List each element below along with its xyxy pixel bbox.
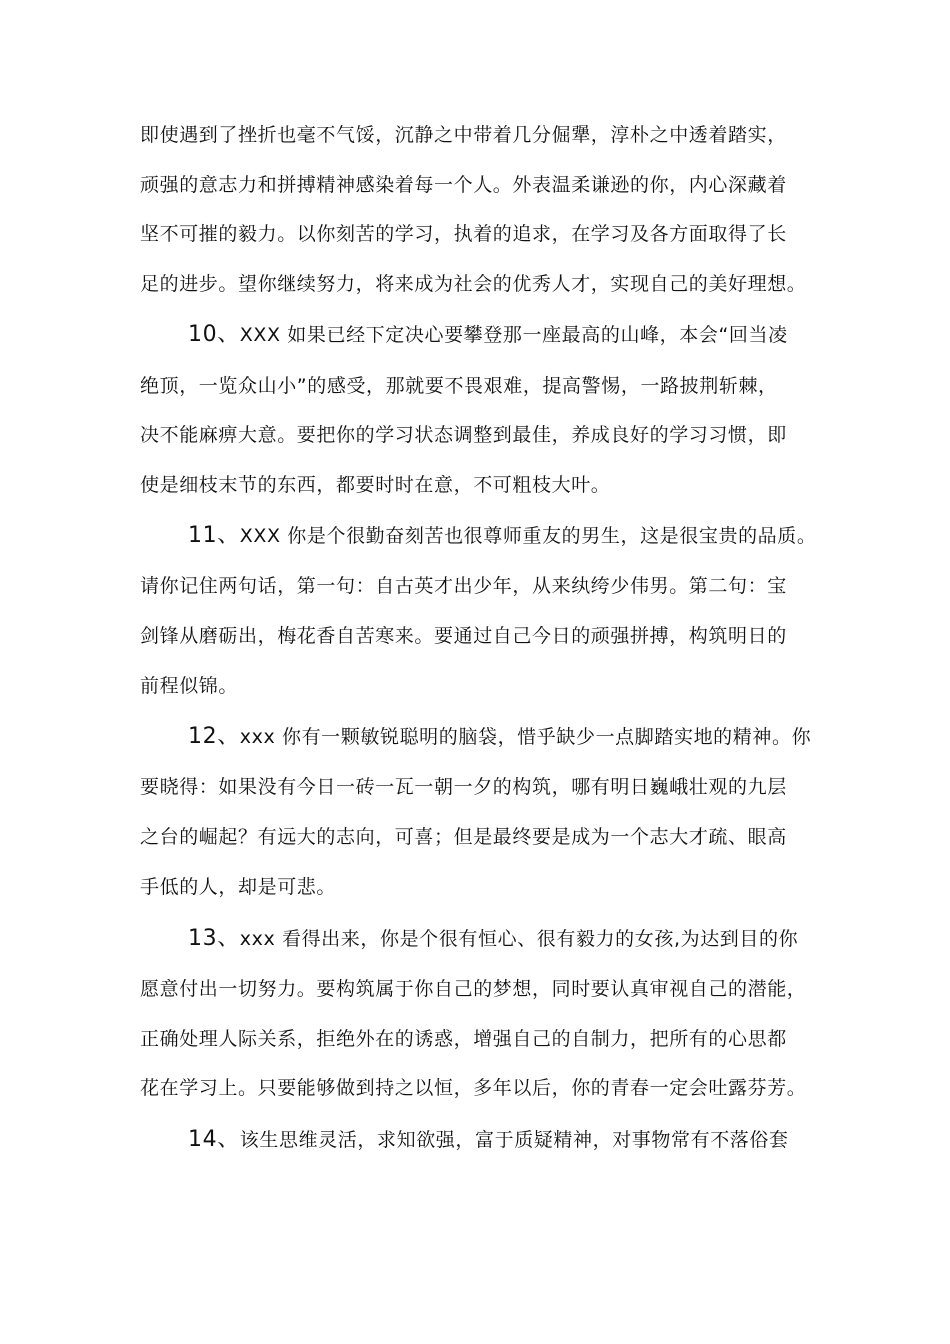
paragraph-line: 手低的人，却是可悲。 (140, 876, 337, 898)
paragraph-line: 决不能麻痹大意。要把你的学习状态调整到最佳，养成良好的学习习惯，即 (140, 424, 787, 446)
paragraph-number: 13、 (188, 926, 240, 951)
paragraph-number: 10、 (188, 322, 240, 347)
paragraph-number: 14、 (188, 1127, 240, 1152)
paragraph-first-line (188, 724, 830, 750)
paragraph-text: XXX 你是个很勤奋刻苦也很尊师重友的男生，这是很宝贵的品质。 (239, 525, 817, 547)
paragraph-line: 剑锋从磨砺出，梅花香自苦寒来。要通过自己今日的顽强拼搏，构筑明日的 (140, 625, 787, 647)
paragraph-line: 请你记住两句话，第一句：自古英才出少年，从来纨绔少伟男。第二句：宝 (140, 575, 787, 597)
paragraph-line: 要晓得：如果没有今日一砖一瓦一朝一夕的构筑，哪有明日巍峨壮观的九层 (140, 776, 787, 798)
paragraph-first-line (188, 523, 830, 549)
paragraph-line: 愿意付出一切努力。要构筑属于你自己的梦想，同时要认真审视自己的潜能， (140, 978, 807, 1000)
paragraph-text: xxx 看得出来，你是个很有恒心、很有毅力的女孩,为达到目的你 (239, 928, 799, 950)
paragraph-line: 花在学习上。只要能够做到持之以恒，多年以后，你的青春一定会吐露芬芳。 (140, 1077, 807, 1099)
paragraph-line: 使是细枝末节的东西，都要时时在意，不可粗枝大叶。 (140, 474, 611, 496)
paragraph-line: 坚不可摧的毅力。以你刻苦的学习，执着的追求，在学习及各方面取得了长 (140, 223, 787, 245)
paragraph-first-line (188, 322, 830, 348)
paragraph-first-line (188, 1127, 830, 1153)
paragraph-number: 11、 (188, 523, 240, 548)
paragraph-text: 该生思维灵活，求知欲强，富于质疑精神，对事物常有不落俗套 (239, 1129, 789, 1151)
paragraph-first-line (188, 926, 830, 952)
paragraph-line: 即使遇到了挫折也毫不气馁，沉静之中带着几分倔犟，淳朴之中透着踏实， (140, 124, 787, 146)
paragraph-line: 之台的崛起？有远大的志向，可喜；但是最终要是成为一个志大才疏、眼高 (140, 826, 787, 848)
paragraph-line: 前程似锦。 (140, 675, 239, 697)
paragraph-line: 足的进步。望你继续努力，将来成为社会的优秀人才，实现自己的美好理想。 (140, 273, 807, 295)
paragraph-line: 正确处理人际关系，拒绝外在的诱惑，增强自己的自制力，把所有的心思都 (140, 1028, 787, 1050)
paragraph-text: XXX 如果已经下定决心要攀登那一座最高的山峰，本会“回当凌 (239, 324, 788, 346)
paragraph-number: 12、 (188, 724, 240, 749)
paragraph-line: 顽强的意志力和拼搏精神感染着每一个人。外表温柔谦逊的你，内心深藏着 (140, 174, 787, 196)
paragraph-text: xxx 你有一颗敏锐聪明的脑袋，惜乎缺少一点脚踏实地的精神。你 (239, 726, 812, 748)
paragraph-line: 绝顶，一览众山小”的感受，那就要不畏艰难，提高警惕，一路披荆斩棘， (140, 375, 778, 397)
